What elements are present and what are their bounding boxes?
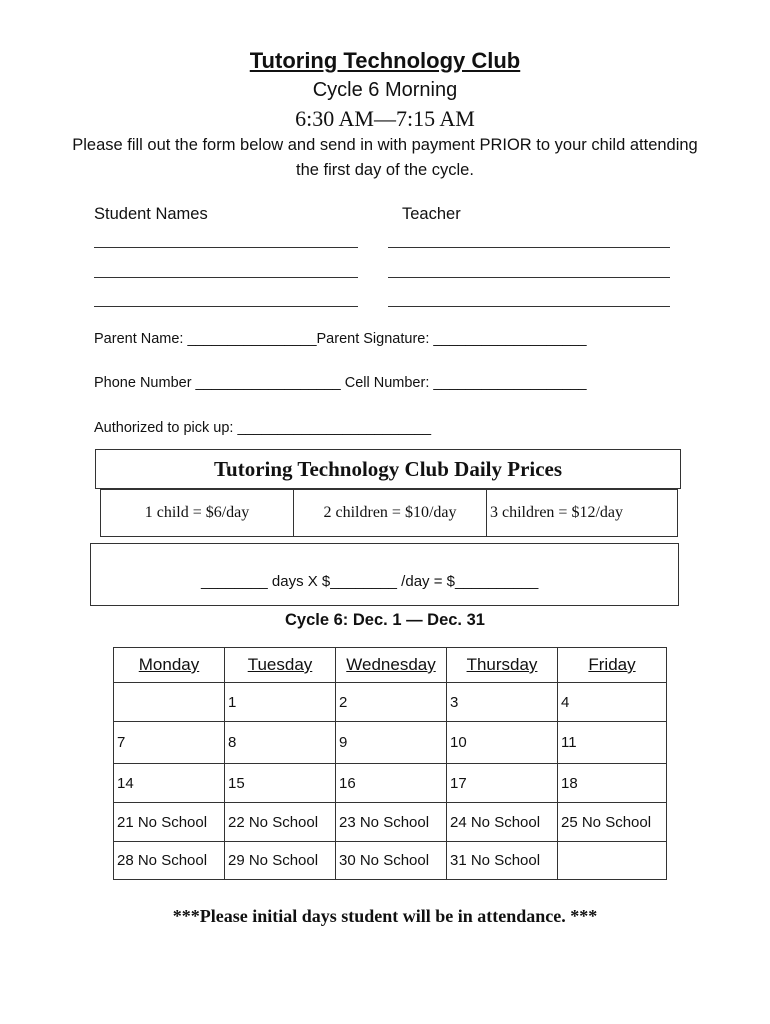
calendar-cell[interactable]: 29 No School: [225, 842, 336, 880]
form-title: Tutoring Technology Club: [249, 48, 521, 73]
day-header-monday: Monday: [114, 648, 225, 683]
daily-prices-row: [100, 489, 678, 537]
calendar-cell[interactable]: 28 No School: [114, 842, 225, 880]
price-option-1: 1 child = $6/day: [101, 490, 294, 536]
day-header-tuesday: Tuesday: [225, 648, 336, 683]
calendar-cell[interactable]: 21 No School: [114, 803, 225, 842]
teacher-line-2[interactable]: [388, 277, 670, 278]
calendar-week-row: [114, 764, 667, 803]
parent-name-signature-line[interactable]: Parent Name: ________________Parent Signature: ___________________: [94, 331, 587, 347]
day-header-wednesday: Wednesday: [336, 648, 447, 683]
cycle-subtitle: Cycle 6 Morning: [312, 79, 458, 101]
price-option-2: 2 children = $10/day: [294, 490, 487, 536]
calendar-cell[interactable]: 7: [114, 722, 225, 764]
phone-cell-line[interactable]: Phone Number __________________ Cell Number: ___________________: [94, 375, 587, 391]
calendar-week-row: [114, 803, 667, 842]
day-header-friday: Friday: [558, 648, 667, 683]
session-time: 6:30 AM—7:15 AM: [295, 106, 475, 131]
price-option-3: 3 children = $12/day: [490, 504, 623, 521]
teacher-line-3[interactable]: [388, 306, 670, 307]
calendar-cell[interactable]: 23 No School: [336, 803, 447, 842]
calendar-cell[interactable]: 10: [447, 722, 558, 764]
attendance-note: ***Please initial days student will be in attendance. ***: [172, 906, 598, 926]
calendar-cell[interactable]: 18: [558, 764, 667, 803]
calendar-cell[interactable]: [114, 683, 225, 722]
calendar-cell[interactable]: 2: [336, 683, 447, 722]
calendar-cell[interactable]: 31 No School: [447, 842, 558, 880]
calendar-cell[interactable]: 9: [336, 722, 447, 764]
calendar-cell[interactable]: 8: [225, 722, 336, 764]
calendar-cell[interactable]: 16: [336, 764, 447, 803]
teacher-label: Teacher: [402, 205, 461, 223]
calendar-week-row: [114, 722, 667, 764]
calendar-cell[interactable]: 22 No School: [225, 803, 336, 842]
instructions-text: Please fill out the form below and send in with payment PRIOR to your child attending the first day of the cycle.: [72, 136, 698, 179]
calendar-cell[interactable]: 1: [225, 683, 336, 722]
calendar-title: Cycle 6: Dec. 1 — Dec. 31: [285, 611, 485, 629]
payment-calculation-line[interactable]: ________ days X $________ /day = $__________: [201, 573, 539, 590]
calendar-cell[interactable]: 4: [558, 683, 667, 722]
student-name-line-2[interactable]: [94, 277, 358, 278]
calendar-cell[interactable]: 11: [558, 722, 667, 764]
calendar-cell[interactable]: 25 No School: [558, 803, 667, 842]
teacher-line-1[interactable]: [388, 247, 670, 248]
day-header-thursday: Thursday: [447, 648, 558, 683]
calendar-cell[interactable]: [558, 842, 667, 880]
student-name-line-1[interactable]: [94, 247, 358, 248]
authorized-pickup-line[interactable]: Authorized to pick up: ________________________: [94, 420, 432, 436]
calendar-week-row: [114, 683, 667, 722]
calendar-cell[interactable]: 17: [447, 764, 558, 803]
payment-calculation-box: [90, 543, 679, 606]
calendar-cell[interactable]: 14: [114, 764, 225, 803]
daily-prices-title: Tutoring Technology Club Daily Prices: [95, 449, 681, 489]
calendar-cell[interactable]: 24 No School: [447, 803, 558, 842]
calendar-cell[interactable]: 3: [447, 683, 558, 722]
student-names-label: Student Names: [94, 205, 208, 223]
student-name-line-3[interactable]: [94, 306, 358, 307]
calendar-cell[interactable]: 15: [225, 764, 336, 803]
calendar-cell[interactable]: 30 No School: [336, 842, 447, 880]
attendance-calendar: [113, 647, 667, 880]
calendar-week-row: [114, 842, 667, 880]
